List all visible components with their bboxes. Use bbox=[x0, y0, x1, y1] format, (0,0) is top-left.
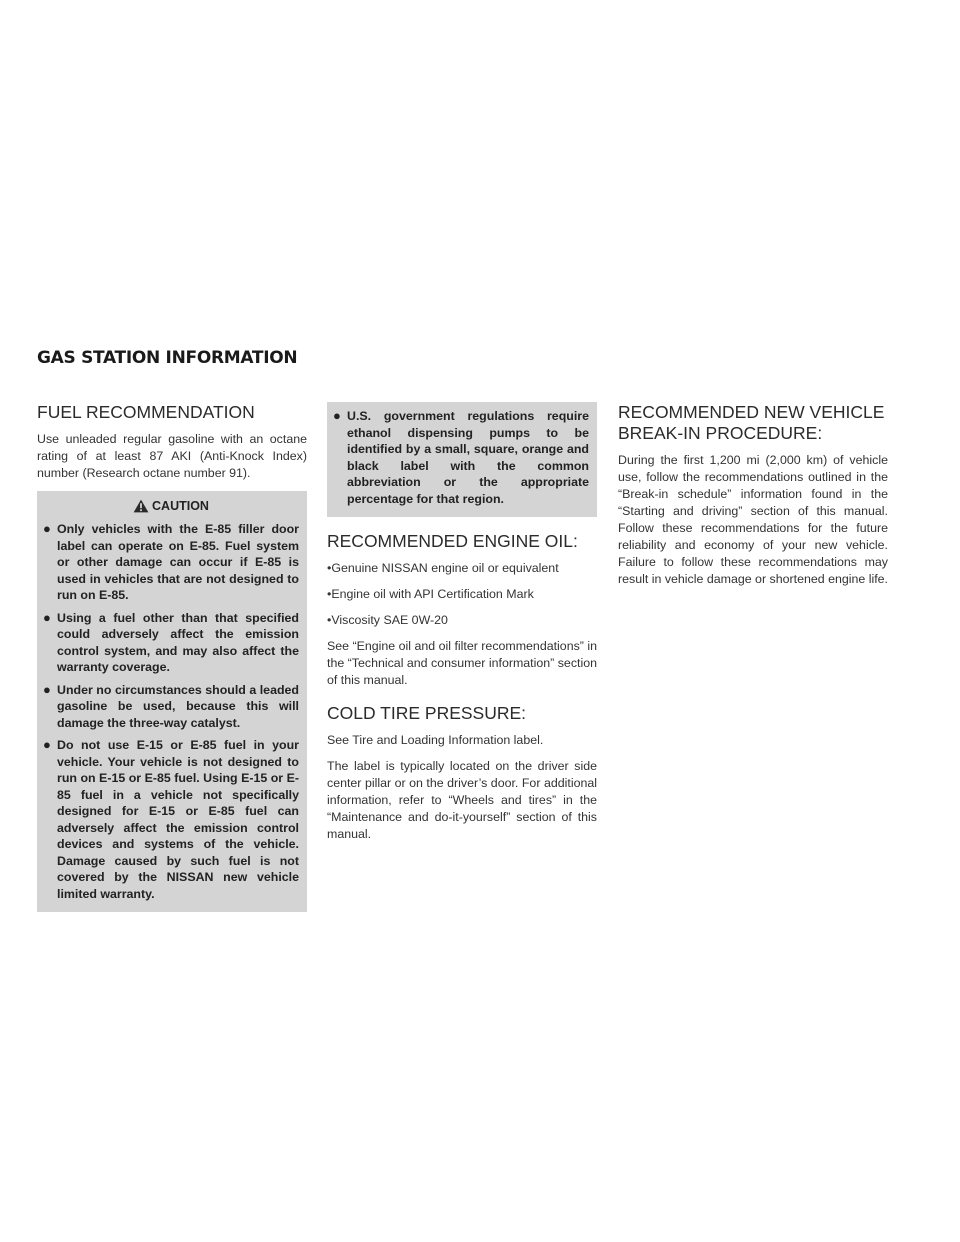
caution-label: CAUTION bbox=[152, 499, 209, 513]
tire-heading: COLD TIRE PRESSURE: bbox=[327, 703, 527, 723]
fuel-intro: Use unleaded regular gasoline with an octane rating of at least 87 AKI (Anti-Knock Index) number (Research octane number 91). bbox=[37, 432, 307, 480]
caution-box bbox=[37, 491, 307, 912]
tire-p2: The label is typically located on the driver side center pillar or on the driver’s door. For additional information, refer to “Wheels and tires” in the “Maintenance and do-it-yourself” section of this manual. bbox=[327, 759, 597, 841]
tire-p1: See Tire and Loading Information label. bbox=[327, 733, 544, 747]
column-right bbox=[618, 402, 888, 597]
caution-header bbox=[43, 499, 299, 513]
caution-list bbox=[43, 521, 299, 902]
oil-item: •Viscosity SAE 0W-20 bbox=[327, 613, 448, 627]
oil-item: •Engine oil with API Certification Mark bbox=[327, 587, 534, 601]
caution-item: ● Using a fuel other than that specified could adversely affect the emission control system, and may also affect the warranty coverage. bbox=[43, 609, 299, 674]
oil-item: •Genuine NISSAN engine oil or equivalent bbox=[327, 561, 559, 575]
breakin-heading-line2: BREAK-IN PROCEDURE: bbox=[618, 423, 823, 443]
caution-box-continued bbox=[327, 402, 597, 517]
caution-item: ● Under no circumstances should a leaded gasoline be used, because this will damage the three-way catalyst. bbox=[43, 681, 299, 730]
oil-heading: RECOMMENDED ENGINE OIL: bbox=[327, 531, 578, 551]
column-left bbox=[37, 402, 307, 912]
caution-list bbox=[333, 408, 589, 507]
breakin-heading bbox=[618, 402, 888, 444]
bullet-icon: ● bbox=[43, 609, 51, 625]
breakin-heading-line1: RECOMMENDED NEW VEHICLE bbox=[618, 402, 885, 422]
bullet-icon: ● bbox=[333, 408, 341, 423]
oil-note: See “Engine oil and oil filter recommendations” in the “Technical and consumer information” section of this manual. bbox=[327, 639, 597, 687]
caution-item: ● U.S. government regulations require ethanol dispensing pumps to be identified by a small, square, orange and black label with the common abbreviation or the appropriate percentage for that region. bbox=[333, 408, 589, 506]
caution-item: ● Do not use E-15 or E-85 fuel in your vehicle. Your vehicle is not designed to run on E-15 or E-85 fuel. Using E-15 or E-85 fuel in a vehicle not specifically designed for E-15 or E-85 fuel can adversely affect the emission control devices and systems of the vehicle. Damage caused by such fuel is not covered by the NISSAN new vehicle limited warranty. bbox=[43, 737, 299, 901]
bullet-icon: ● bbox=[43, 737, 51, 752]
bullet-icon: ● bbox=[43, 681, 51, 697]
breakin-body: During the first 1,200 mi (2,000 km) of vehicle use, follow the recommendations outlined in the “Break-in schedule” information found in the “Starting and driving” section of this manual. Follow these recommendations for the future reliability and economy of your new vehicle. Failure to follow these recommendations may result in vehicle damage or shortened engine life. bbox=[618, 453, 889, 586]
column-middle bbox=[327, 402, 597, 852]
section-title: GAS STATION INFORMATION bbox=[37, 348, 298, 368]
fuel-heading: FUEL RECOMMENDATION bbox=[37, 402, 255, 422]
warning-triangle-icon bbox=[133, 499, 149, 513]
bullet-icon: ● bbox=[43, 521, 51, 536]
caution-item: ● Only vehicles with the E-85 filler door label can operate on E-85. Fuel system or other damage can occur if E-85 is used in vehicles that are not designed to run on E-85. bbox=[43, 521, 299, 602]
